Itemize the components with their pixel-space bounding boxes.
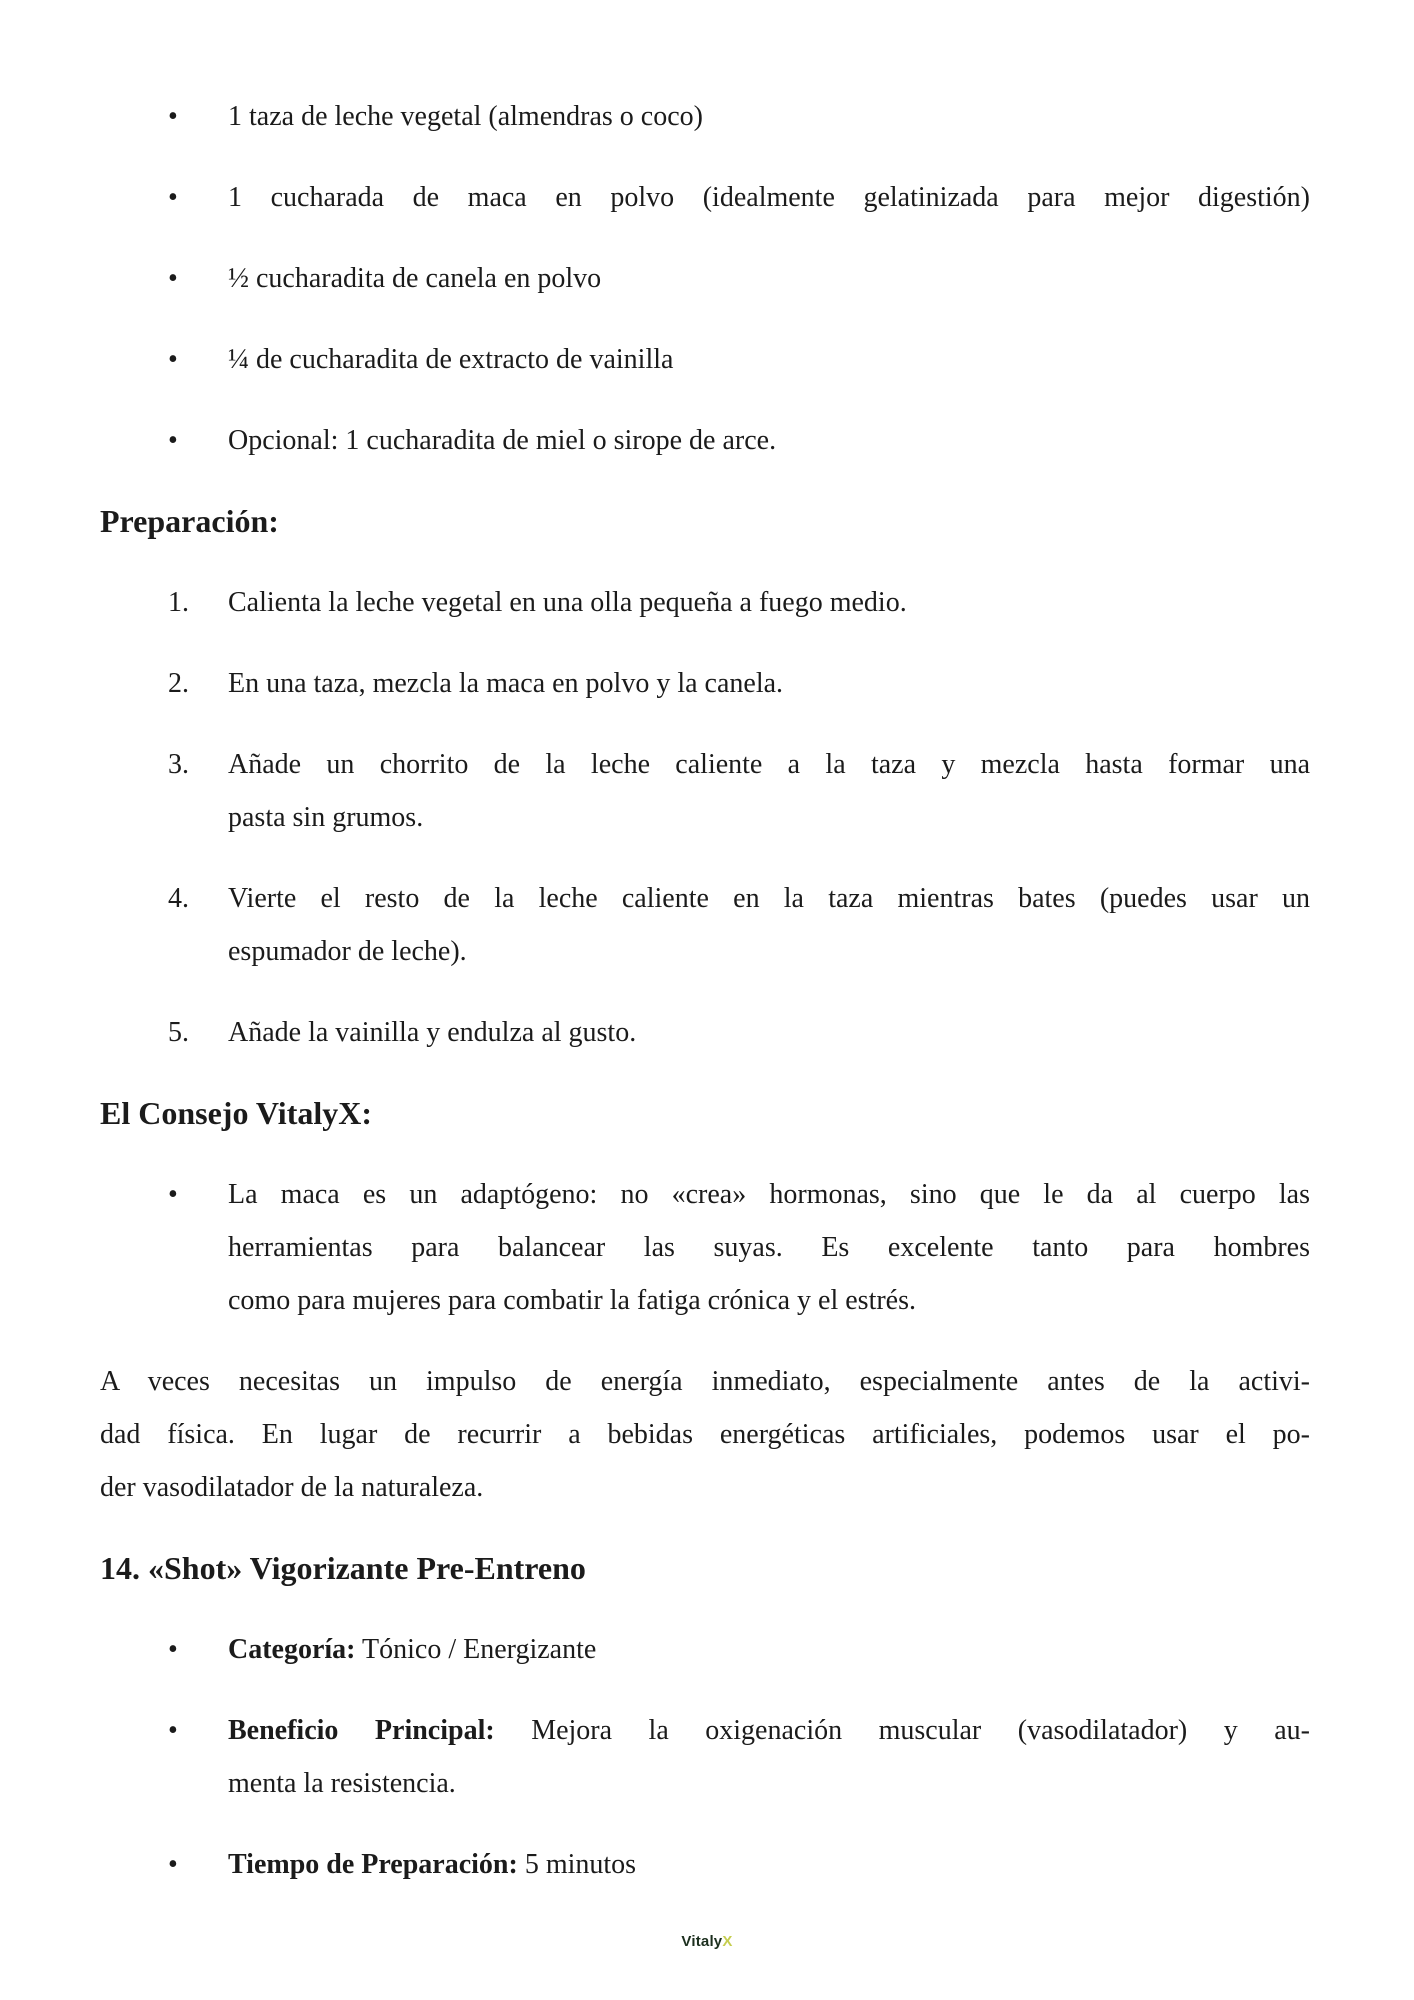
logo-x: X: [722, 1933, 733, 1950]
list-item: [100, 333, 1310, 386]
vitalyx-logo: [681, 1933, 732, 1950]
list-item: [100, 1838, 1310, 1891]
recipe14-bullets: [100, 1623, 1310, 1891]
list-number: 3.: [168, 749, 189, 780]
section-heading-preparacion: Preparación:: [100, 503, 279, 539]
list-item: [100, 1704, 1310, 1810]
logo-vitaly: Vitaly: [681, 1933, 723, 1950]
list-number: 5.: [168, 1017, 189, 1048]
list-item: [100, 1623, 1310, 1676]
bullet-icon: •: [168, 1634, 178, 1665]
bullet-icon: •: [168, 263, 178, 294]
step-text-line: Vierte el resto de la leche caliente en la taza mientras bates (puedes usar un: [228, 883, 1310, 914]
step-text-line: espumador de leche).: [228, 936, 467, 967]
preparation-steps-list: [100, 576, 1310, 1059]
paragraph-line: dad física. En lugar de recurrir a bebidas energéticas artificiales, podemos usar el po-: [100, 1419, 1310, 1450]
bullet-icon: •: [168, 1849, 178, 1880]
bullet-icon: •: [168, 425, 178, 456]
list-item: [100, 90, 1310, 143]
field-value: Tónico / Energizante: [355, 1634, 597, 1665]
step-text-line: Añade un chorrito de la leche caliente a la taza y mezcla hasta formar una: [228, 749, 1310, 780]
field-label: Beneficio Principal:: [228, 1715, 495, 1746]
consejo-bullet: [100, 1168, 1310, 1327]
list-item-text: [228, 1838, 1310, 1891]
field-value: Mejora la oxigenación muscular (vasodilatador) y au-: [494, 1715, 1310, 1746]
field-label: Categoría:: [228, 1634, 356, 1665]
bullet-icon: •: [168, 182, 178, 213]
paragraph-line: A veces necesitas un impulso de energía inmediato, especialmente antes de la activi-: [100, 1366, 1310, 1397]
list-number: 4.: [168, 883, 189, 914]
numbered-list-item: [100, 1006, 1310, 1059]
bullet-icon: •: [168, 1715, 178, 1746]
bullet-icon: •: [168, 344, 178, 375]
list-item-text: Opcional: 1 cucharadita de miel o sirope de arce.: [228, 425, 777, 456]
list-item-text-line: menta la resistencia.: [228, 1768, 456, 1799]
consejo-text-line: herramientas para balancear las suyas. Es excelente tanto para hombres: [228, 1232, 1310, 1263]
list-item: [100, 171, 1310, 224]
field-value: 5 minutos: [517, 1849, 637, 1880]
step-text: Añade la vainilla y endulza al gusto.: [228, 1017, 637, 1048]
step-text-line: pasta sin grumos.: [228, 802, 424, 833]
list-item: [100, 414, 1310, 467]
list-item-text: ¼ de cucharadita de extracto de vainilla: [228, 344, 674, 375]
list-item-text: 1 taza de leche vegetal (almendras o coco): [228, 101, 703, 132]
list-number: 2.: [168, 668, 189, 699]
list-item: [100, 252, 1310, 305]
consejo-text-line: como para mujeres para combatir la fatiga crónica y el estrés.: [228, 1285, 917, 1316]
numbered-list-item: [100, 657, 1310, 710]
step-text: Calienta la leche vegetal en una olla pequeña a fuego medio.: [228, 587, 907, 618]
list-item-text: [228, 1623, 1310, 1676]
list-number: 1.: [168, 587, 189, 618]
list-item-text-line: [228, 1704, 1310, 1757]
numbered-list-item: [100, 872, 1310, 978]
paragraph-line: der vasodilatador de la naturaleza.: [100, 1472, 484, 1503]
ingredients-list: [100, 90, 1310, 467]
numbered-list-item: [100, 576, 1310, 629]
field-label: Tiempo de Preparación:: [228, 1849, 518, 1880]
section-heading-recipe14: 14. «Shot» Vigorizante Pre-Entreno: [100, 1550, 586, 1586]
consejo-text-line: La maca es un adaptógeno: no «crea» hormonas, sino que le da al cuerpo las: [228, 1179, 1310, 1210]
intro-paragraph: [100, 1355, 1310, 1514]
page-footer: [0, 1934, 1414, 1950]
section-heading-consejo: El Consejo VitalyX:: [100, 1095, 372, 1131]
list-item-text: ½ cucharadita de canela en polvo: [228, 263, 602, 294]
bullet-icon: •: [168, 101, 178, 132]
list-item-text: 1 cucharada de maca en polvo (idealmente gelatinizada para mejor digestión): [228, 182, 1310, 213]
step-text: En una taza, mezcla la maca en polvo y la canela.: [228, 668, 784, 699]
bullet-icon: •: [168, 1179, 178, 1210]
numbered-list-item: [100, 738, 1310, 844]
